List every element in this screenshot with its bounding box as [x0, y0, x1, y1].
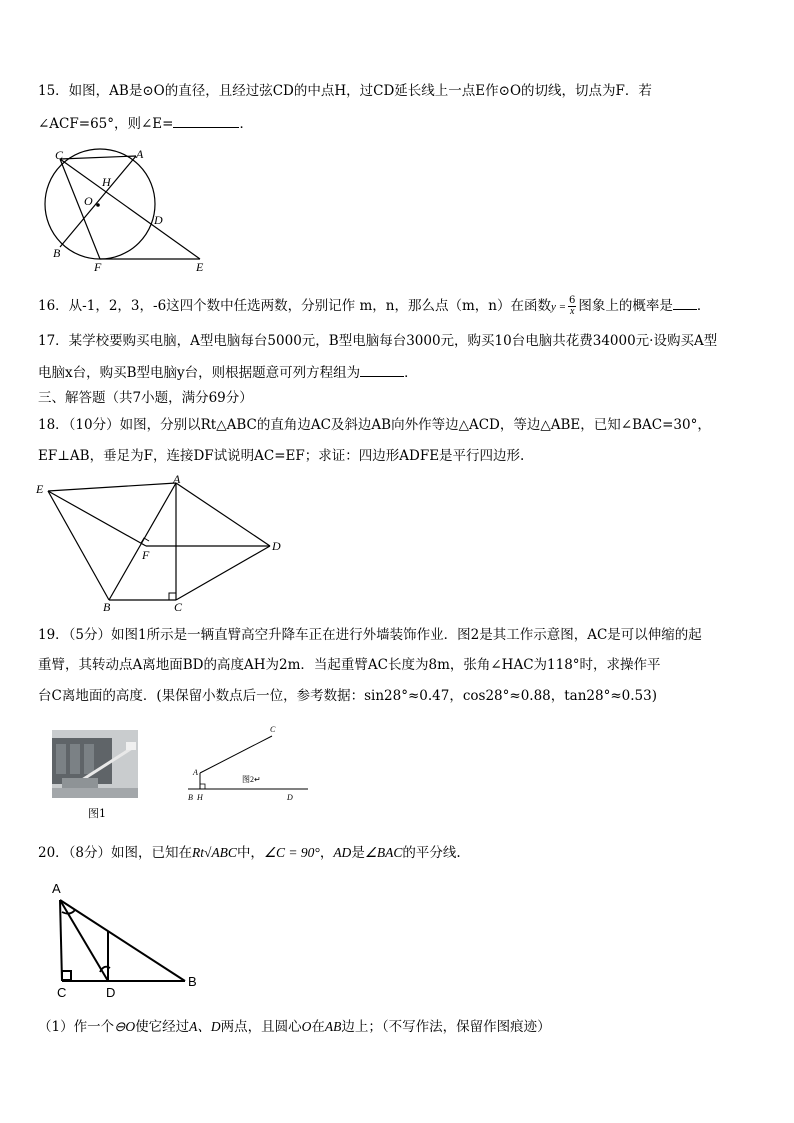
- q19-line1: 19．（5分）如图1所示是一辆直臂高空升降车正在进行外墙装饰作业．图2是其工作示意图，AC是可以伸缩的起: [38, 627, 702, 643]
- q20-part1-ad: A、D: [189, 1019, 221, 1034]
- q18-line2: EF⊥AB，垂足为F，连接DF试说明AC=EF；求证：四边形ADFE是平行四边形.: [38, 448, 525, 464]
- q15-line2: [38, 115, 253, 133]
- q20-figure: [48, 880, 208, 1002]
- q15-stem: ∠ACF=65°，则∠E=: [38, 116, 174, 132]
- q15-label-c: C: [55, 148, 64, 162]
- q20-part1: [38, 1018, 551, 1036]
- q19-label-c: C: [270, 725, 276, 734]
- q15-label-h: H: [102, 175, 111, 189]
- q20-stem: 20．（8分）如图，已知在: [38, 845, 193, 861]
- q19-photo-lift-truck: [52, 730, 138, 798]
- q15-label-b: B: [53, 246, 61, 260]
- q15-label-d: D: [154, 213, 163, 227]
- q20-angle-mark-a: [62, 910, 75, 914]
- q19-arm-ac: [200, 736, 272, 773]
- q15-circle: [45, 149, 155, 259]
- q20-part1-a: （1）作一个: [38, 1019, 115, 1035]
- q19-line2: 重臂，其转动点A离地面BD的高度AH为2m．当起重臂AC长度为8m，张角∠HAC为118°时，求操作平: [38, 657, 661, 673]
- q17-line2: [38, 364, 418, 382]
- q20-line: [38, 844, 461, 862]
- q19-label-b: B: [188, 793, 193, 802]
- q16-answer-blank: [673, 309, 697, 310]
- q15-diameter-ab: [60, 156, 136, 247]
- q20-label-d: D: [106, 985, 116, 1000]
- q20-angle-c: ∠C = 90°: [263, 845, 320, 860]
- q16-stem: 16．从-1，2，3，-6这四个数中任选两数，分别记作 m，n，那么点（m，n）在函数: [38, 298, 551, 314]
- q15-label-f: F: [94, 260, 102, 274]
- q18-label-e: E: [36, 482, 44, 496]
- q19-label-a: A: [193, 768, 198, 777]
- q15-label-e: E: [196, 260, 204, 274]
- q20-mid1: 中，: [236, 845, 264, 861]
- q20-ad: AD: [333, 845, 352, 860]
- q15-label-a: A: [136, 147, 144, 161]
- q18-seg-ef: [48, 491, 146, 546]
- q18-label-b: B: [103, 600, 111, 614]
- q18-seg-cd: [176, 546, 270, 600]
- q20-rt-triangle: Rt√ABC: [192, 845, 237, 860]
- q20-label-c: C: [57, 985, 67, 1000]
- q20-part1-circle: ⊖O: [114, 1019, 136, 1034]
- section-title: 三、解答题（共7小题，满分69分）: [38, 390, 253, 406]
- q16-frac-num: 6: [569, 295, 576, 306]
- q18-label-a: A: [173, 473, 181, 486]
- q18-seg-ad: [176, 483, 270, 546]
- q18-figure: [34, 473, 294, 615]
- q18-label-f: F: [142, 548, 150, 562]
- q20-label-b: B: [188, 974, 197, 989]
- q20-angle-bac: ∠BAC: [364, 845, 403, 860]
- q20-seg-ad: [60, 900, 108, 981]
- q20-part1-e: 边上；（不写作法，保留作图痕迹）: [341, 1019, 551, 1035]
- q19-fig2-caption: 图2↵: [242, 775, 261, 784]
- q15-answer-blank: [173, 127, 239, 128]
- q15-line-ce: [60, 159, 200, 259]
- q19-label-h: H: [197, 793, 203, 802]
- q20-part1-c: 两点，且圆心: [220, 1019, 302, 1035]
- q16-func-y: y =: [550, 301, 567, 313]
- q19-figure2: [184, 720, 314, 806]
- q17-line1: 17．某学校要购买电脑，A型电脑每台5000元，B型电脑每台3000元，购买10台电脑共花费34000元·设购买A型: [38, 333, 718, 349]
- q20-seg-ac: [60, 900, 62, 981]
- q15-line1: 15．如图，AB是⊙O的直径，且经过弦CD的中点H，过CD延长线上一点E作⊙O的切线，切点为F．若: [38, 83, 652, 99]
- q15-figure: [40, 145, 220, 275]
- q17-period: ．: [404, 365, 418, 381]
- q20-suffix: 的平分线.: [402, 845, 461, 861]
- q16-fraction: [568, 296, 576, 317]
- q20-seg-ab: [60, 900, 185, 981]
- q19-photo-drawing: [52, 730, 138, 798]
- q15-center-point: [96, 203, 100, 207]
- q20-part1-b: 使它经过: [135, 1019, 190, 1035]
- q20-mid2: ，: [319, 845, 334, 861]
- q20-part1-ab: AB: [324, 1019, 342, 1034]
- q19-right-angle-h: [200, 784, 205, 789]
- q18-label-c: C: [174, 600, 183, 614]
- q20-right-angle-c: [62, 971, 71, 980]
- q20-label-a: A: [52, 881, 61, 896]
- q16-frac-den: x: [569, 306, 575, 317]
- q15-label-o: O: [84, 194, 93, 208]
- q19-label-d: D: [287, 793, 293, 802]
- q18-seg-eb: [48, 491, 109, 600]
- q19-line3: 台C离地面的高度．(果保留小数点后一位，参考数据：sin28°≈0.47，cos28°≈0.88，tan28°≈0.53): [38, 688, 657, 704]
- q17-answer-blank: [360, 376, 404, 377]
- q15-period: ．: [239, 116, 253, 132]
- q18-seg-ab: [109, 483, 176, 600]
- q17-stem: 电脑x台，购买B型电脑y台，则根据题意可列方程组为: [38, 365, 361, 381]
- q19-fig1-caption: 图1: [88, 807, 106, 820]
- q20-part1-o: O: [301, 1019, 312, 1034]
- q16-stem-after: 图象上的概率是: [578, 298, 673, 314]
- q16-line: [38, 296, 710, 317]
- q18-seg-ea: [48, 483, 176, 491]
- q18-line1: 18．（10分）如图，分别以Rt△ABC的直角边AC及斜边AB向外作等边△ACD，等边△ABE，已知∠BAC=30°，: [38, 417, 711, 433]
- q20-mid3: 是: [351, 845, 365, 861]
- q18-right-angle-c: [169, 593, 176, 600]
- q20-part1-d: 在: [311, 1019, 325, 1035]
- q16-end: ．: [696, 298, 711, 314]
- q18-label-d: D: [272, 539, 281, 553]
